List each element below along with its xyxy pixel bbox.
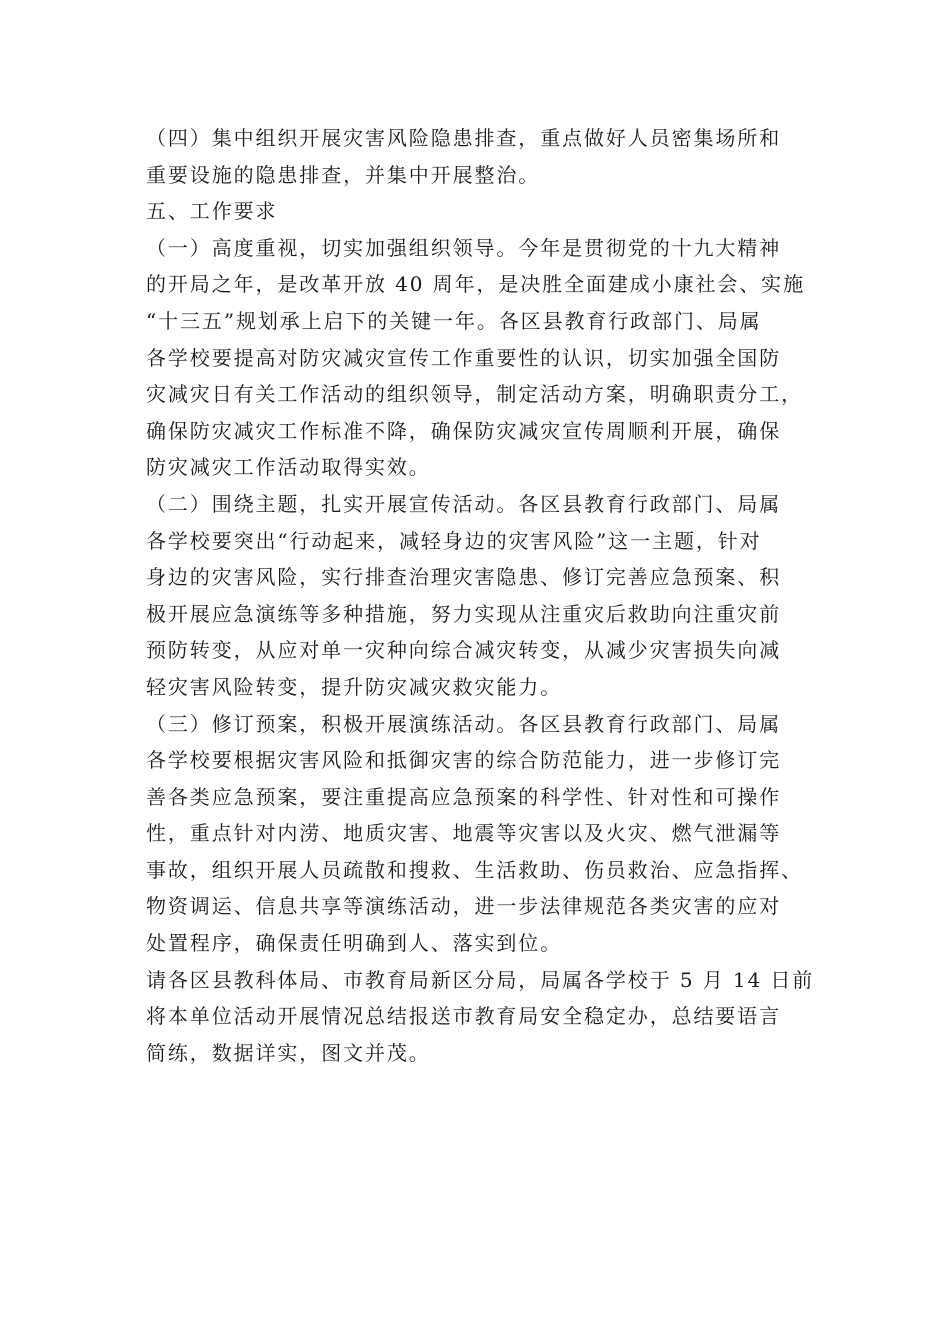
text-line: 防灾减灾工作活动取得实效。: [146, 455, 431, 480]
text-line: 的开局之年，是改革开放 40 周年，是决胜全面建成小康社会、实施: [146, 272, 805, 297]
text-line: 各学校要根据灾害风险和抵御灾害的综合防范能力，进一步修订完: [146, 748, 782, 773]
text-line: 将本单位活动开展情况总结报送市教育局安全稳定办，总结要语言: [146, 1004, 782, 1029]
text-line: 身边的灾害风险，实行排查治理灾害隐患、修订完善应急预案、积: [146, 565, 782, 590]
text-line: 预防转变，从应对单一灾种向综合减灾转变，从减少灾害损失向减: [146, 638, 782, 663]
text-line: 极开展应急演练等多种措施，努力实现从注重灾后救助向注重灾前: [146, 601, 782, 626]
text-line: 各学校要提高对防灾减灾宣传工作重要性的认识，切实加强全国防: [146, 345, 782, 370]
text-line: 处置程序，确保责任明确到人、落实到位。: [146, 931, 563, 956]
text-line: 物资调运、信息共享等演练活动，进一步法律规范各类灾害的应对: [146, 894, 782, 919]
text-line: 重要设施的隐患排查，并集中开展整治。: [146, 162, 541, 187]
text-line: 简练，数据详实，图文并茂。: [146, 1040, 431, 1065]
section-heading: 五、工作要求: [146, 199, 278, 224]
text-line: （三）修订预案，积极开展演练活动。各区县教育行政部门、局属: [146, 711, 782, 736]
text-line: 善各类应急预案，要注重提高应急预案的科学性、针对性和可操作: [146, 784, 782, 809]
text-line: 性，重点针对内涝、地质灾害、地震等灾害以及火灾、燃气泄漏等: [146, 821, 782, 846]
text-line: 确保防灾减灾工作标准不降，确保防灾减灾宣传周顺利开展，确保: [146, 418, 782, 443]
text-line: 请各区县教科体局、市教育局新区分局，局属各学校于 5 月 14 日前: [146, 967, 815, 992]
text-line: 灾减灾日有关工作活动的组织领导，制定活动方案，明确职责分工，: [146, 382, 803, 407]
text-line: （四）集中组织开展灾害风险隐患排查，重点做好人员密集场所和: [146, 126, 782, 150]
text-line: 轻灾害风险转变，提升防灾减灾救灾能力。: [146, 674, 563, 699]
text-line: 各学校要突出“行动起来，减轻身边的灾害风险”这一主题，针对: [146, 528, 762, 553]
text-line: （一）高度重视，切实加强组织领导。今年是贯彻党的十九大精神: [146, 235, 782, 260]
document-body: [146, 120, 826, 1071]
text-line: “十三五”规划承上启下的关键一年。各区县教育行政部门、局属: [146, 308, 762, 333]
text-line: （二）围绕主题，扎实开展宣传活动。各区县教育行政部门、局属: [146, 491, 782, 516]
text-line: 事故，组织开展人员疏散和搜救、生活救助、伤员救治、应急指挥、: [146, 857, 803, 882]
